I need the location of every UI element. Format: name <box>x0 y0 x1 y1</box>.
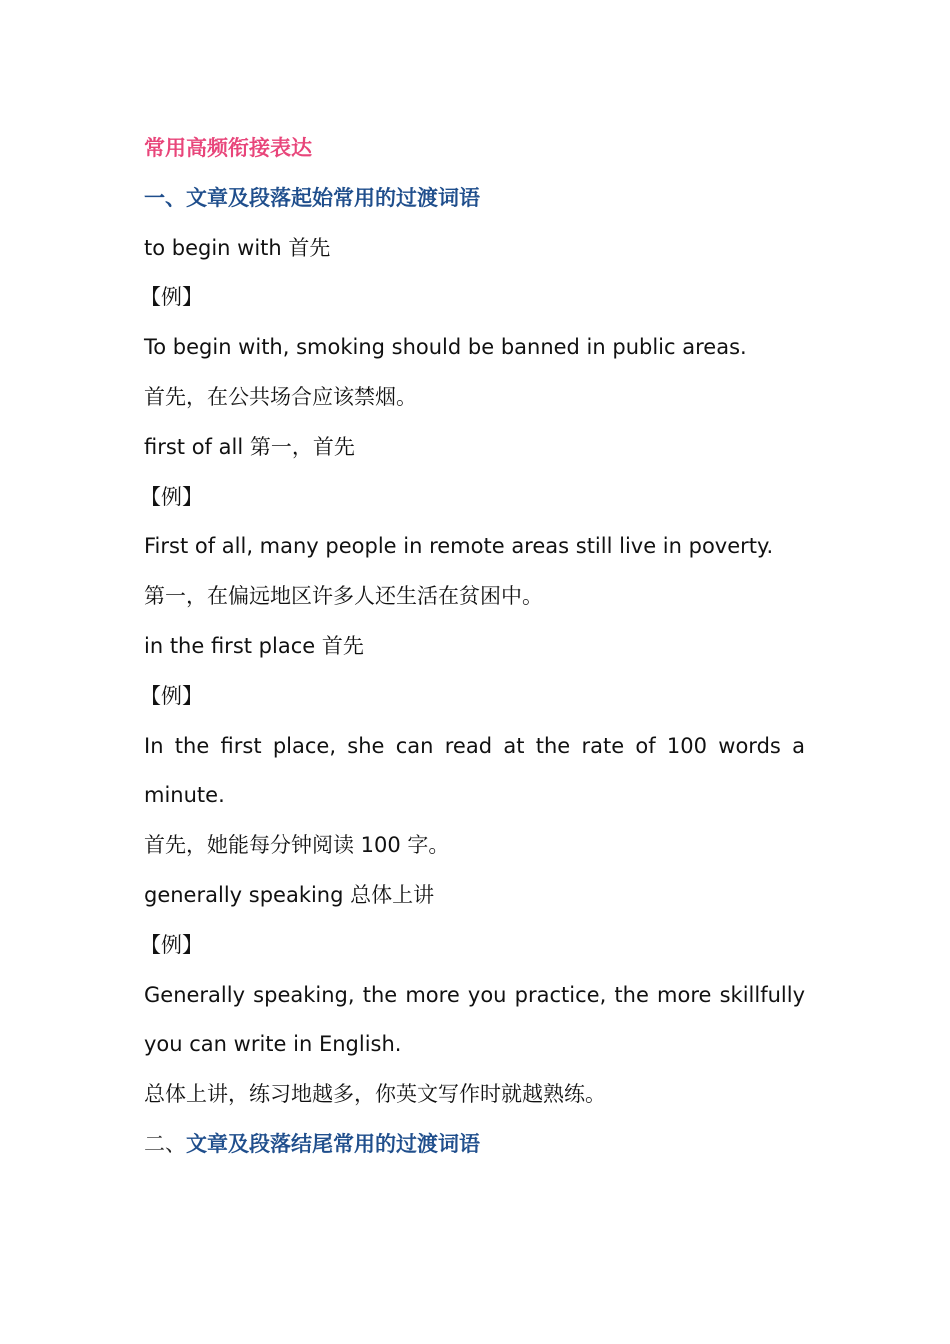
example-sentence-zh: 首先，在公共场合应该禁烟。 <box>144 384 417 409</box>
example-tag: 【例】 <box>140 932 203 957</box>
section-heading-1 <box>144 174 805 224</box>
example-sentence-zh: 首先，她能每分钟阅读 100 字。 <box>144 833 450 858</box>
example-sentence-en: First of all, many people in remote areas still live in poverty. <box>144 534 774 559</box>
section-heading-text: 文章及段落结尾常用的过渡词语 <box>186 1131 480 1156</box>
example-sentence-en: To begin with, smoking should be banned in public areas. <box>144 335 747 360</box>
phrase-line: in the first place 首先 <box>144 633 364 658</box>
example-sentence-zh: 第一，在偏远地区许多人还生活在贫困中。 <box>144 584 543 609</box>
section-number: 一、 <box>144 185 186 210</box>
example-tag: 【例】 <box>140 484 203 509</box>
example-tag: 【例】 <box>140 683 203 708</box>
phrase-line: generally speaking 总体上讲 <box>144 882 435 907</box>
section-heading-text: 文章及段落起始常用的过渡词语 <box>186 185 480 210</box>
section-heading-2 <box>144 1120 805 1170</box>
document-title: 常用高频衔接表达 <box>144 136 312 160</box>
section-number: 二、 <box>144 1131 186 1156</box>
phrase-line: to begin with 首先 <box>144 235 331 260</box>
example-sentence-zh: 总体上讲，练习地越多，你英文写作时就越熟练。 <box>144 1082 606 1107</box>
example-sentence-en: In the first place, she can read at the rate of 100 words a minute. <box>144 733 805 808</box>
phrase-line: first of all 第一，首先 <box>144 434 355 459</box>
example-sentence-en: Generally speaking, the more you practice, the more skillfully you can write in English. <box>144 982 805 1057</box>
document-page <box>140 124 805 1170</box>
example-tag: 【例】 <box>140 285 203 310</box>
